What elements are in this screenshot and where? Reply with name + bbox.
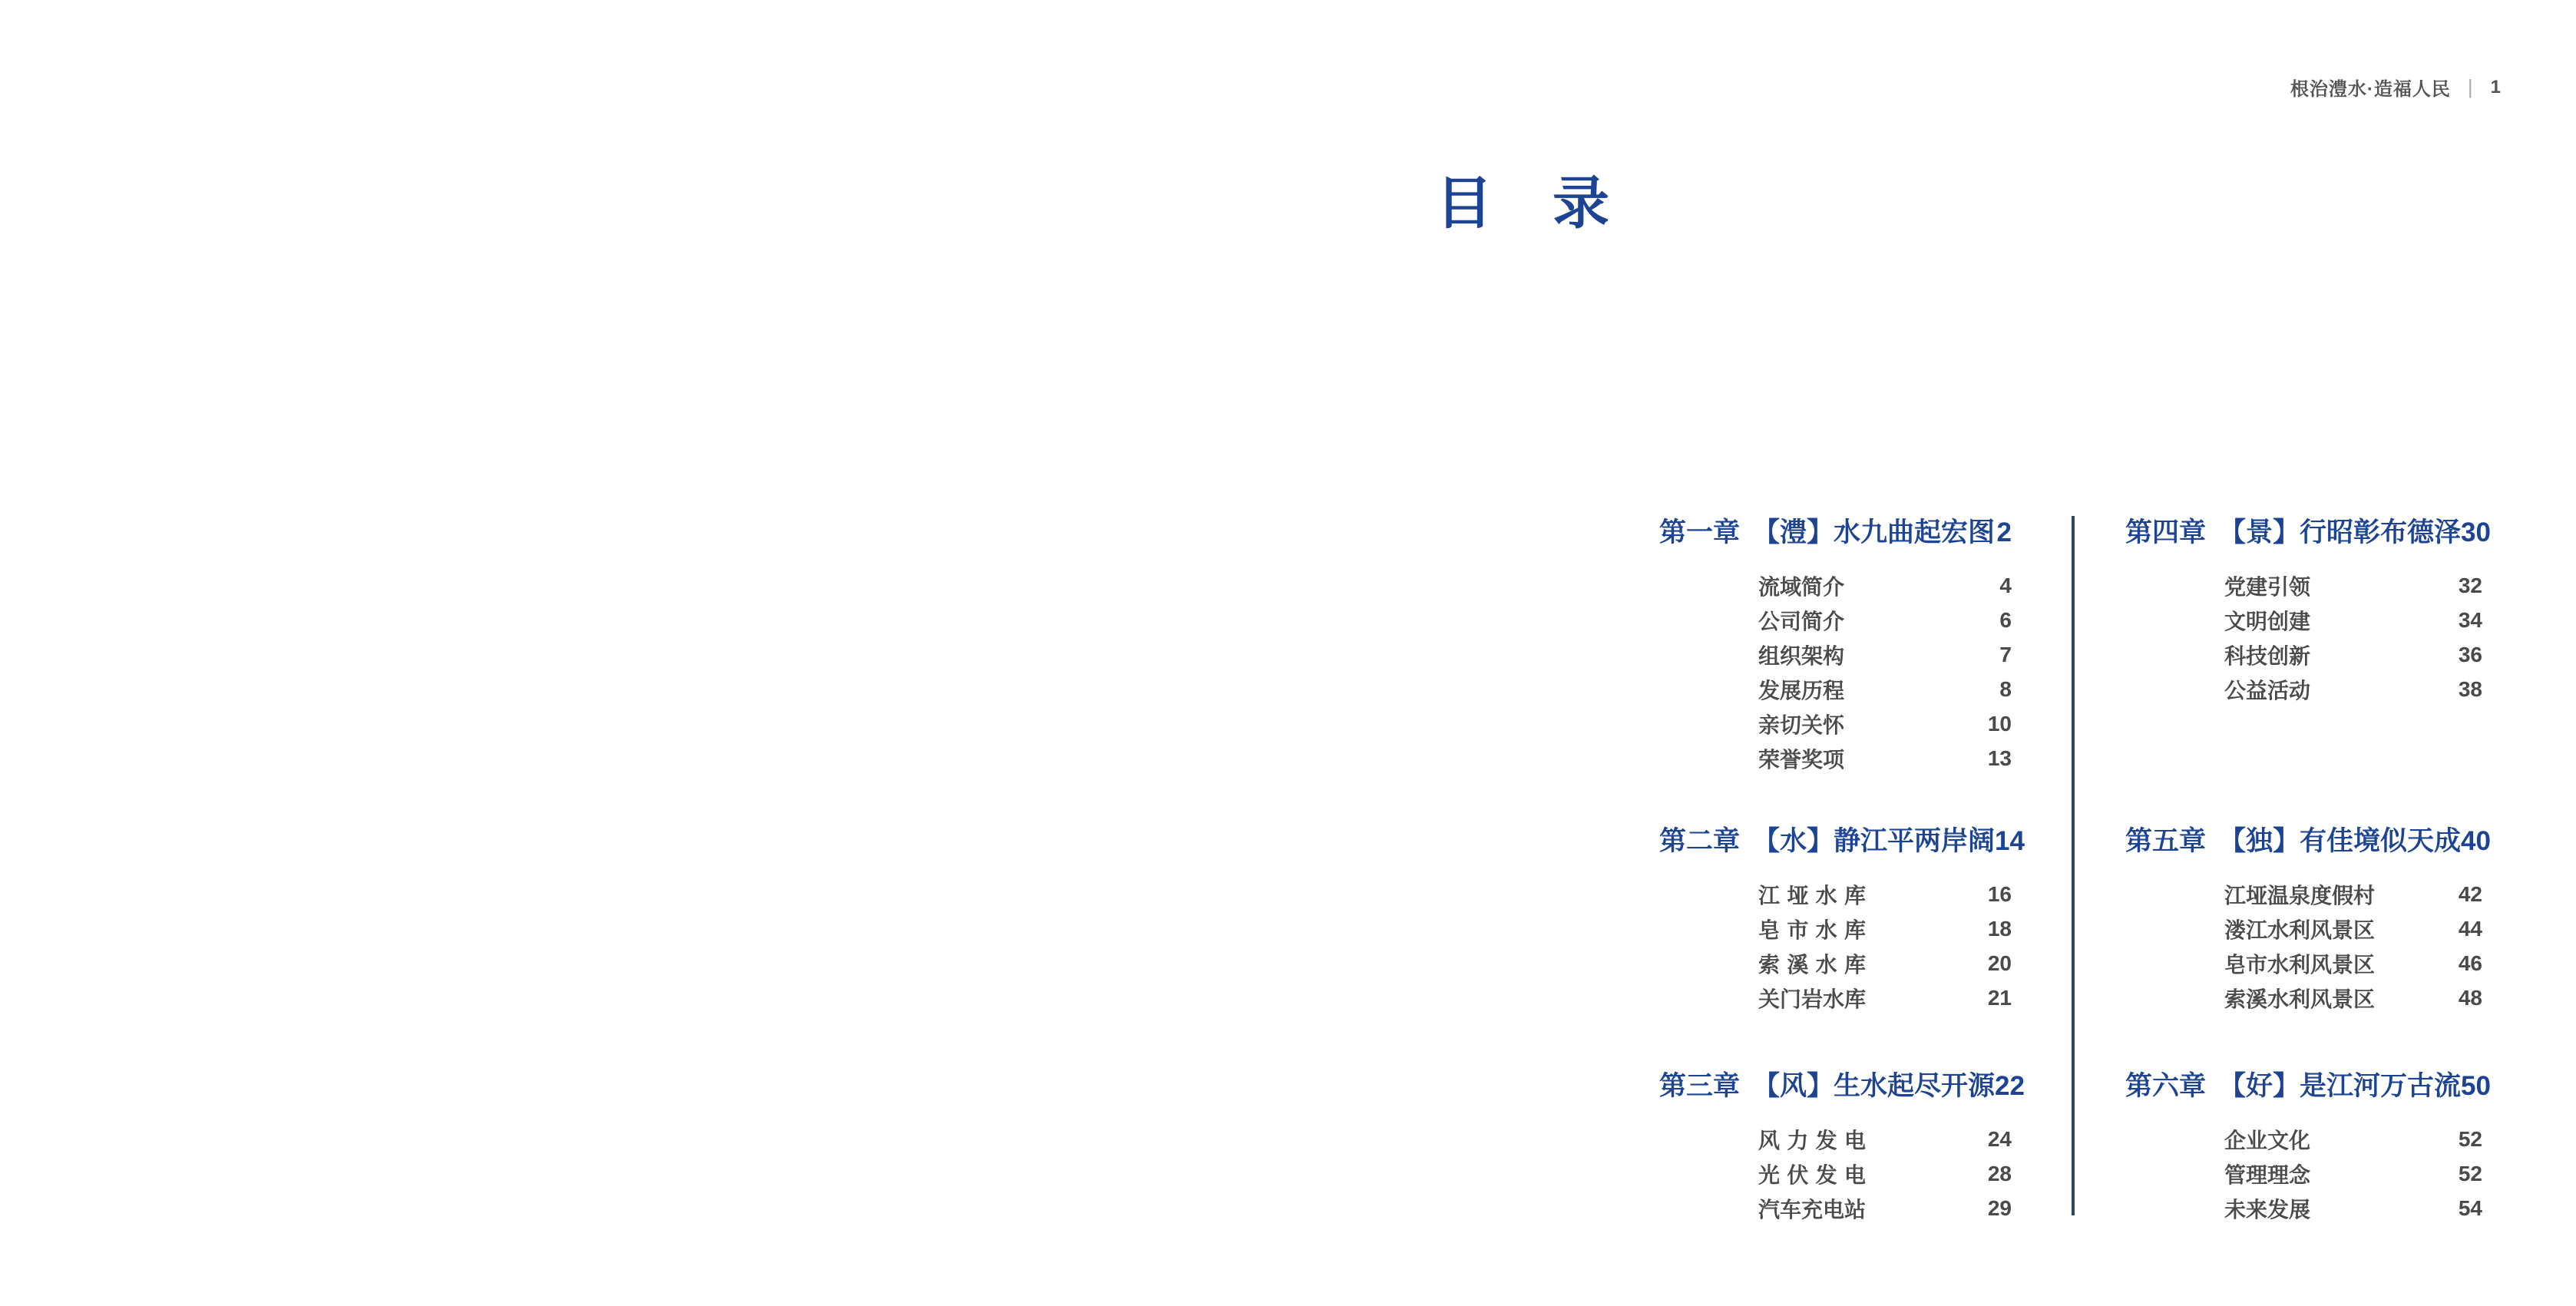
toc-item-label: 科技创新 xyxy=(2224,643,2311,668)
toc-item-label: 组织架构 xyxy=(1758,643,1845,668)
chapter-title: 【澧】水九曲起宏图 xyxy=(1753,517,1996,547)
toc-item-label: 关门岩水库 xyxy=(1758,987,1867,1011)
toc-item-label: 光伏发电 xyxy=(1758,1162,1866,1187)
toc-item[interactable] xyxy=(2224,672,2482,706)
toc-item-label: 亲切关怀 xyxy=(1758,713,1845,737)
toc-item[interactable] xyxy=(1758,1156,2012,1191)
toc-item-page-number: 48 xyxy=(2458,985,2482,1010)
toc-item-list xyxy=(1659,1122,2012,1225)
header-separator: | xyxy=(2467,75,2474,98)
chapter-number-label: 第五章 xyxy=(2125,826,2207,856)
toc-item-label: 未来发展 xyxy=(2224,1197,2311,1222)
toc-chapter-group xyxy=(2125,825,2491,1015)
toc-item-label: 流域简介 xyxy=(1758,574,1845,599)
toc-item[interactable] xyxy=(2224,946,2482,980)
toc-item[interactable] xyxy=(2224,637,2482,672)
toc-item-page-number: 24 xyxy=(1987,1126,2012,1151)
toc-item[interactable] xyxy=(2224,1122,2482,1156)
toc-item-page-number: 52 xyxy=(2458,1161,2482,1185)
toc-item-page-number: 20 xyxy=(1987,951,2012,975)
toc-item-page-number: 44 xyxy=(2458,916,2482,941)
toc-chapter-heading[interactable] xyxy=(1659,1070,2025,1103)
chapter-page-number: 50 xyxy=(2461,1071,2491,1101)
toc-item-list xyxy=(2125,568,2482,706)
chapter-number-label: 第六章 xyxy=(2125,1071,2207,1101)
toc-item-list xyxy=(1659,568,2012,775)
toc-item-page-number: 29 xyxy=(1987,1195,2012,1220)
chapter-title: 【水】静江平两岸阔 xyxy=(1753,826,1996,856)
toc-item-label: 索溪水库 xyxy=(1758,952,1866,977)
toc-item[interactable] xyxy=(1758,603,2012,637)
chapter-number-label: 第四章 xyxy=(2125,517,2207,547)
toc-item-page-number: 46 xyxy=(2458,951,2482,975)
toc-item-page-number: 36 xyxy=(2458,642,2482,666)
chapter-page-number: 22 xyxy=(1995,1071,2025,1101)
chapter-heading-text xyxy=(2125,1070,2461,1103)
toc-item-list xyxy=(2125,1122,2482,1225)
chapter-heading-text xyxy=(2125,825,2461,858)
toc-item-list xyxy=(2125,877,2482,1015)
toc-chapter-heading[interactable] xyxy=(1659,825,2025,858)
toc-item[interactable] xyxy=(2224,568,2482,603)
toc-item[interactable] xyxy=(1758,741,2012,775)
chapter-number-label: 第三章 xyxy=(1659,1071,1741,1101)
toc-item-label: 江垭温泉度假村 xyxy=(2224,883,2376,908)
toc-item-label: 溇江水利风景区 xyxy=(2224,918,2376,942)
toc-chapter-group xyxy=(2125,1070,2491,1225)
toc-column-left xyxy=(1659,0,2025,1306)
toc-item[interactable] xyxy=(1758,706,2012,741)
toc-item-page-number: 21 xyxy=(1987,985,2012,1010)
chapter-title: 【好】是江河万古流 xyxy=(2219,1071,2462,1101)
toc-title: 目 录 xyxy=(1436,171,1611,235)
toc-item[interactable] xyxy=(2224,1156,2482,1191)
toc-item[interactable] xyxy=(1758,1122,2012,1156)
chapter-heading-text xyxy=(1659,825,1995,858)
toc-item-label: 文明创建 xyxy=(2224,609,2311,633)
toc-item[interactable] xyxy=(1758,946,2012,980)
toc-item-page-number: 8 xyxy=(1999,676,2012,701)
toc-item[interactable] xyxy=(1758,1191,2012,1225)
chapter-heading-text xyxy=(1659,1070,1995,1103)
toc-item-page-number: 18 xyxy=(1987,916,2012,941)
toc-chapter-heading[interactable] xyxy=(2125,825,2491,858)
chapter-page-number: 40 xyxy=(2461,826,2491,856)
toc-item-page-number: 52 xyxy=(2458,1126,2482,1151)
toc-item-page-number: 7 xyxy=(1999,642,2012,666)
chapter-page-number: 14 xyxy=(1995,826,2025,856)
header-page-number: 1 xyxy=(2490,76,2502,98)
toc-item[interactable] xyxy=(1758,568,2012,603)
toc-item[interactable] xyxy=(2224,877,2482,911)
toc-item-label: 公司简介 xyxy=(1758,609,1845,633)
chapter-title: 【风】生水起尽开源 xyxy=(1753,1071,1996,1101)
toc-item-label: 管理理念 xyxy=(2224,1162,2311,1187)
toc-item-page-number: 28 xyxy=(1987,1161,2012,1185)
chapter-page-number: 30 xyxy=(2461,517,2491,547)
column-divider-line xyxy=(2072,516,2075,1215)
toc-item-label: 企业文化 xyxy=(2224,1128,2311,1152)
toc-item-label: 党建引领 xyxy=(2224,574,2311,599)
chapter-heading-text xyxy=(2125,516,2461,550)
toc-item-label: 江垭水库 xyxy=(1758,883,1866,908)
toc-item-list xyxy=(1659,877,2012,1015)
toc-chapter-group xyxy=(1659,516,2012,775)
toc-item-label: 风力发电 xyxy=(1758,1128,1866,1152)
chapter-page-number: 2 xyxy=(1996,517,2012,547)
toc-item[interactable] xyxy=(2224,603,2482,637)
toc-chapter-group xyxy=(1659,825,2025,1015)
toc-item-label: 汽车充电站 xyxy=(1758,1197,1867,1222)
toc-item[interactable] xyxy=(2224,1191,2482,1225)
toc-chapter-heading[interactable] xyxy=(2125,1070,2491,1103)
chapter-title: 【景】行昭彰布德泽 xyxy=(2219,517,2462,547)
chapter-number-label: 第一章 xyxy=(1659,517,1741,547)
toc-item-label: 公益活动 xyxy=(2224,678,2311,703)
toc-item-page-number: 6 xyxy=(1999,607,2012,632)
toc-chapter-heading[interactable] xyxy=(2125,516,2491,550)
toc-item[interactable] xyxy=(1758,672,2012,706)
toc-item-page-number: 34 xyxy=(2458,607,2482,632)
toc-item[interactable] xyxy=(1758,637,2012,672)
toc-item[interactable] xyxy=(2224,911,2482,946)
toc-item-page-number: 38 xyxy=(2458,676,2482,701)
toc-column-right xyxy=(2125,0,2491,1306)
toc-item-page-number: 13 xyxy=(1987,746,2012,770)
toc-item-label: 皂市水库 xyxy=(1758,918,1866,942)
toc-item-label: 索溪水利风景区 xyxy=(2224,987,2376,1011)
chapter-heading-text xyxy=(1659,516,1995,550)
toc-chapter-heading[interactable] xyxy=(1659,516,2012,550)
toc-item[interactable] xyxy=(1758,911,2012,946)
toc-item-page-number: 4 xyxy=(1999,573,2012,597)
header-motto: 根治澧水·造福人民 xyxy=(2290,79,2451,100)
toc-item-label: 荣誉奖项 xyxy=(1758,747,1845,772)
toc-item[interactable] xyxy=(1758,980,2012,1015)
toc-item-page-number: 10 xyxy=(1987,711,2012,736)
chapter-title: 【独】有佳境似天成 xyxy=(2219,826,2462,856)
toc-item-label: 皂市水利风景区 xyxy=(2224,952,2376,977)
toc-item-page-number: 32 xyxy=(2458,573,2482,597)
toc-item-page-number: 16 xyxy=(1987,881,2012,906)
toc-item[interactable] xyxy=(2224,980,2482,1015)
chapter-number-label: 第二章 xyxy=(1659,826,1741,856)
toc-item[interactable] xyxy=(1758,877,2012,911)
toc-item-label: 发展历程 xyxy=(1758,678,1845,703)
toc-item-page-number: 42 xyxy=(2458,881,2482,906)
toc-chapter-group xyxy=(2125,516,2491,706)
toc-chapter-group xyxy=(1659,1070,2025,1225)
toc-item-page-number: 54 xyxy=(2458,1195,2482,1220)
